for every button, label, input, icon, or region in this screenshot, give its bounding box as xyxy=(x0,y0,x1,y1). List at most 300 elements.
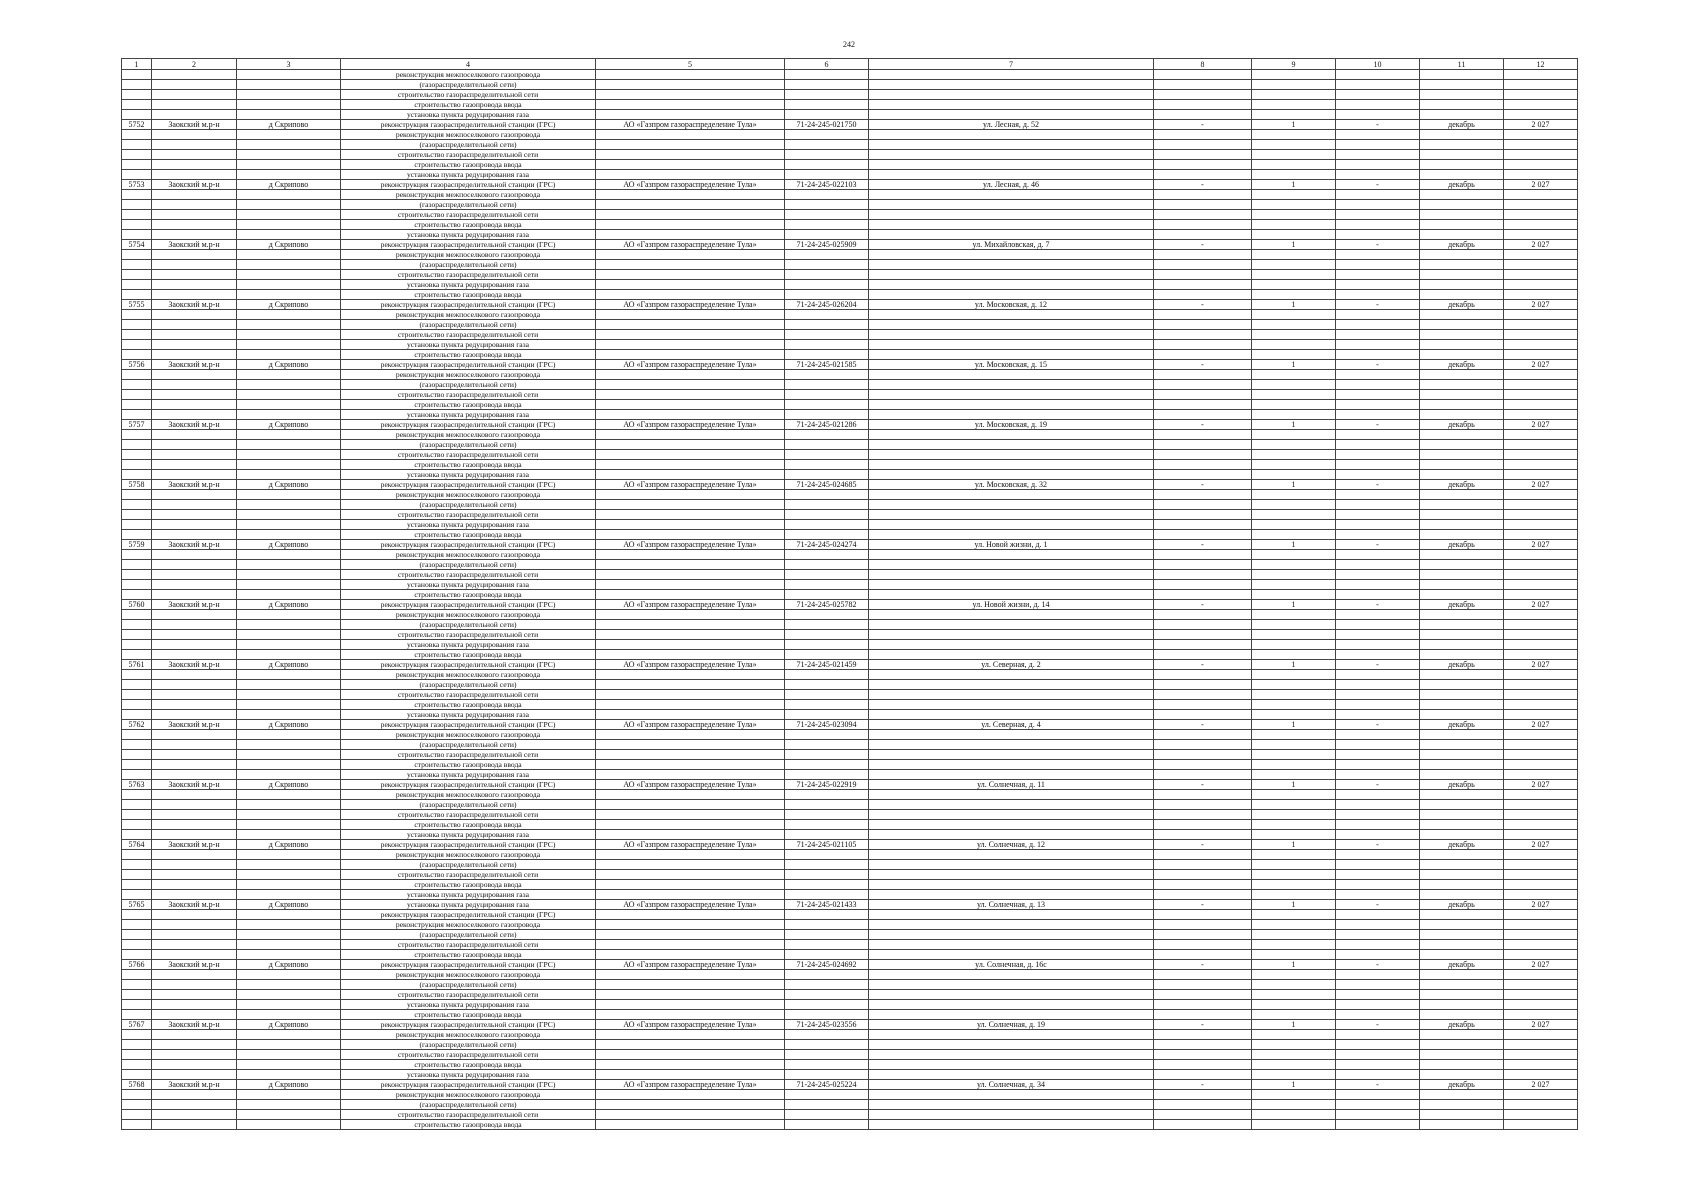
work-cell: установка пункта редуцирования газа xyxy=(341,280,596,290)
empty-cell xyxy=(1154,460,1252,470)
empty-cell xyxy=(1154,80,1252,90)
empty-cell xyxy=(237,680,341,690)
empty-cell xyxy=(152,170,237,180)
owner-cell: АО «Газпром газораспределение Тула» xyxy=(596,540,785,550)
work-cell: строительство газопровода ввода xyxy=(341,760,596,770)
empty-cell xyxy=(1504,970,1578,980)
empty-cell xyxy=(237,630,341,640)
record-number: 5764 xyxy=(122,840,152,850)
empty-cell xyxy=(1420,270,1504,280)
address-cell: ул. Новой жизни, д. 1 xyxy=(869,540,1154,550)
empty-cell xyxy=(1504,440,1578,450)
empty-cell xyxy=(596,490,785,500)
empty-cell xyxy=(1252,770,1336,780)
work-cell: строительство газораспределительной сети xyxy=(341,330,596,340)
empty-cell xyxy=(1252,160,1336,170)
empty-cell xyxy=(237,830,341,840)
empty-cell xyxy=(1504,150,1578,160)
table-body xyxy=(122,59,1578,1130)
locality-cell: д Скрипово xyxy=(237,120,341,130)
empty-cell xyxy=(596,220,785,230)
col9-cell: 1 xyxy=(1252,240,1336,250)
empty-cell xyxy=(1420,1100,1504,1110)
empty-cell xyxy=(1504,850,1578,860)
work-cell: строительство газораспределительной сети xyxy=(341,990,596,1000)
empty-cell xyxy=(785,270,869,280)
empty-cell xyxy=(1252,100,1336,110)
record-subrow xyxy=(122,970,1578,980)
empty-cell xyxy=(869,940,1154,950)
owner-cell: АО «Газпром газораспределение Тула» xyxy=(596,300,785,310)
empty-cell xyxy=(122,940,152,950)
empty-cell xyxy=(122,390,152,400)
empty-cell xyxy=(152,670,237,680)
empty-cell xyxy=(1252,340,1336,350)
cadastral-number: 71-24-245-023556 xyxy=(785,1020,869,1030)
empty-cell xyxy=(869,370,1154,380)
empty-cell xyxy=(1504,710,1578,720)
empty-cell xyxy=(785,260,869,270)
empty-cell xyxy=(869,430,1154,440)
empty-cell xyxy=(1336,650,1420,660)
record-number: 5756 xyxy=(122,360,152,370)
work-cell: строительство газопровода ввода xyxy=(341,880,596,890)
empty-cell xyxy=(869,750,1154,760)
empty-cell xyxy=(785,550,869,560)
empty-cell xyxy=(1154,610,1252,620)
empty-cell xyxy=(869,520,1154,530)
empty-cell xyxy=(1420,870,1504,880)
empty-cell xyxy=(596,110,785,120)
empty-cell xyxy=(1154,190,1252,200)
empty-cell xyxy=(1504,640,1578,650)
empty-cell xyxy=(152,620,237,630)
empty-cell xyxy=(1252,500,1336,510)
empty-cell xyxy=(1420,970,1504,980)
record-subrow xyxy=(122,510,1578,520)
empty-cell xyxy=(1504,750,1578,760)
work-cell: установка пункта редуцирования газа xyxy=(341,1000,596,1010)
work-cell: реконструкция газораспределительной станции (ГРС) xyxy=(341,960,596,970)
empty-cell xyxy=(237,670,341,680)
empty-cell xyxy=(237,1120,341,1130)
empty-cell xyxy=(1504,230,1578,240)
empty-cell xyxy=(1252,1030,1336,1040)
empty-cell xyxy=(1336,550,1420,560)
empty-cell xyxy=(1504,550,1578,560)
empty-cell xyxy=(1420,830,1504,840)
empty-cell xyxy=(1252,890,1336,900)
empty-cell xyxy=(785,820,869,830)
empty-cell xyxy=(1420,400,1504,410)
owner-cell: АО «Газпром газораспределение Тула» xyxy=(596,1080,785,1090)
empty-cell xyxy=(152,1030,237,1040)
empty-cell xyxy=(1336,100,1420,110)
work-cell: (газораспределительной сети) xyxy=(341,500,596,510)
empty-cell xyxy=(1252,1000,1336,1010)
empty-cell xyxy=(152,800,237,810)
work-cell: реконструкция межпоселкового газопровода xyxy=(341,490,596,500)
owner-cell: АО «Газпром газораспределение Тула» xyxy=(596,780,785,790)
empty-cell xyxy=(1154,310,1252,320)
empty-cell xyxy=(1252,1050,1336,1060)
empty-cell xyxy=(122,250,152,260)
record-subrow xyxy=(122,700,1578,710)
empty-cell xyxy=(1504,1120,1578,1130)
empty-cell xyxy=(1154,550,1252,560)
empty-cell xyxy=(1504,700,1578,710)
empty-cell xyxy=(1252,1060,1336,1070)
carryover-row xyxy=(122,90,1578,100)
empty-cell xyxy=(1420,810,1504,820)
empty-cell xyxy=(1336,200,1420,210)
address-cell: ул. Солнечная, д. 16с xyxy=(869,960,1154,970)
record-subrow xyxy=(122,290,1578,300)
empty-cell xyxy=(152,100,237,110)
empty-cell xyxy=(785,190,869,200)
col8-cell: - xyxy=(1154,480,1252,490)
empty-cell xyxy=(1336,1010,1420,1020)
empty-cell xyxy=(785,590,869,600)
locality-cell: д Скрипово xyxy=(237,1080,341,1090)
work-cell: установка пункта редуцирования газа xyxy=(341,170,596,180)
record-number: 5767 xyxy=(122,1020,152,1030)
empty-cell xyxy=(152,750,237,760)
empty-cell xyxy=(122,830,152,840)
empty-cell xyxy=(152,1090,237,1100)
empty-cell xyxy=(1154,160,1252,170)
empty-cell xyxy=(785,440,869,450)
record-subrow xyxy=(122,490,1578,500)
carryover-row xyxy=(122,110,1578,120)
empty-cell xyxy=(869,610,1154,620)
empty-cell xyxy=(237,790,341,800)
owner-cell: АО «Газпром газораспределение Тула» xyxy=(596,180,785,190)
empty-cell xyxy=(122,550,152,560)
record-subrow xyxy=(122,470,1578,480)
empty-cell xyxy=(785,1100,869,1110)
empty-cell xyxy=(122,910,152,920)
work-cell: реконструкция газораспределительной станции (ГРС) xyxy=(341,660,596,670)
empty-cell xyxy=(869,930,1154,940)
empty-cell xyxy=(596,980,785,990)
empty-cell xyxy=(152,520,237,530)
empty-cell xyxy=(785,990,869,1000)
col10-cell: - xyxy=(1336,600,1420,610)
empty-cell xyxy=(785,1090,869,1100)
empty-cell xyxy=(869,490,1154,500)
empty-cell xyxy=(237,970,341,980)
record-subrow xyxy=(122,150,1578,160)
empty-cell xyxy=(869,950,1154,960)
empty-cell xyxy=(152,490,237,500)
empty-cell xyxy=(596,440,785,450)
empty-cell xyxy=(152,790,237,800)
empty-cell xyxy=(1252,550,1336,560)
empty-cell xyxy=(596,990,785,1000)
owner-cell: АО «Газпром газораспределение Тула» xyxy=(596,900,785,910)
empty-cell xyxy=(869,330,1154,340)
empty-cell xyxy=(1420,850,1504,860)
empty-cell xyxy=(152,580,237,590)
month-cell: декабрь xyxy=(1420,900,1504,910)
page-number: 242 xyxy=(843,40,855,49)
empty-cell xyxy=(152,1110,237,1120)
empty-cell xyxy=(152,1050,237,1060)
col8-cell: - xyxy=(1154,120,1252,130)
record-subrow xyxy=(122,950,1578,960)
empty-cell xyxy=(152,320,237,330)
empty-cell xyxy=(1504,570,1578,580)
empty-cell xyxy=(1504,280,1578,290)
empty-cell xyxy=(785,890,869,900)
year-cell: 2 027 xyxy=(1504,1020,1578,1030)
empty-cell xyxy=(237,880,341,890)
empty-cell xyxy=(1420,530,1504,540)
empty-cell xyxy=(237,560,341,570)
empty-cell xyxy=(122,1070,152,1080)
empty-cell xyxy=(1420,680,1504,690)
record-subrow xyxy=(122,130,1578,140)
empty-cell xyxy=(1420,930,1504,940)
empty-cell xyxy=(869,140,1154,150)
empty-cell xyxy=(596,610,785,620)
year-cell: 2 027 xyxy=(1504,720,1578,730)
empty-cell xyxy=(122,400,152,410)
col10-cell: - xyxy=(1336,120,1420,130)
district-cell: Заокский м.р-н xyxy=(152,420,237,430)
empty-cell xyxy=(1252,750,1336,760)
empty-cell xyxy=(1154,680,1252,690)
col9-cell: 1 xyxy=(1252,420,1336,430)
empty-cell xyxy=(1154,880,1252,890)
work-cell: (газораспределительной сети) xyxy=(341,740,596,750)
empty-cell xyxy=(785,850,869,860)
empty-cell xyxy=(152,230,237,240)
empty-cell xyxy=(152,850,237,860)
empty-cell xyxy=(152,160,237,170)
empty-cell xyxy=(785,950,869,960)
empty-cell xyxy=(869,670,1154,680)
empty-cell xyxy=(1154,700,1252,710)
work-cell: реконструкция межпоселкового газопровода xyxy=(341,1030,596,1040)
empty-cell xyxy=(1154,1110,1252,1120)
empty-cell xyxy=(1336,450,1420,460)
empty-cell xyxy=(1420,440,1504,450)
empty-cell xyxy=(1252,990,1336,1000)
empty-cell xyxy=(869,100,1154,110)
record-subrow xyxy=(122,640,1578,650)
cadastral-number: 71-24-245-021433 xyxy=(785,900,869,910)
empty-cell xyxy=(237,530,341,540)
record-subrow xyxy=(122,550,1578,560)
empty-cell xyxy=(237,400,341,410)
empty-cell xyxy=(122,1010,152,1020)
empty-cell xyxy=(596,790,785,800)
empty-cell xyxy=(1154,500,1252,510)
record-subrow xyxy=(122,850,1578,860)
empty-cell xyxy=(122,130,152,140)
col9-cell: 1 xyxy=(1252,480,1336,490)
empty-cell xyxy=(1154,340,1252,350)
month-cell: декабрь xyxy=(1420,300,1504,310)
empty-cell xyxy=(596,1010,785,1020)
empty-cell xyxy=(596,1120,785,1130)
cadastral-number: 71-24-245-021105 xyxy=(785,840,869,850)
empty-cell xyxy=(1154,470,1252,480)
record-number: 5754 xyxy=(122,240,152,250)
empty-cell xyxy=(1504,1040,1578,1050)
empty-cell xyxy=(1504,620,1578,630)
empty-cell xyxy=(869,250,1154,260)
empty-cell xyxy=(152,80,237,90)
empty-cell xyxy=(1504,370,1578,380)
empty-cell xyxy=(785,630,869,640)
empty-cell xyxy=(152,450,237,460)
empty-cell xyxy=(237,580,341,590)
empty-cell xyxy=(869,400,1154,410)
locality-cell: д Скрипово xyxy=(237,780,341,790)
col10-cell: - xyxy=(1336,1020,1420,1030)
empty-cell xyxy=(785,880,869,890)
empty-cell xyxy=(596,590,785,600)
empty-cell xyxy=(869,1090,1154,1100)
address-cell: ул. Московская, д. 32 xyxy=(869,480,1154,490)
empty-cell xyxy=(1504,500,1578,510)
empty-cell xyxy=(1252,680,1336,690)
empty-cell xyxy=(152,890,237,900)
empty-cell xyxy=(237,980,341,990)
empty-cell xyxy=(1154,430,1252,440)
empty-cell xyxy=(869,730,1154,740)
work-cell: строительство газопровода ввода xyxy=(341,160,596,170)
empty-cell xyxy=(1420,310,1504,320)
empty-cell xyxy=(237,520,341,530)
record-subrow xyxy=(122,530,1578,540)
record-subrow xyxy=(122,380,1578,390)
owner-cell: АО «Газпром газораспределение Тула» xyxy=(596,660,785,670)
empty-cell xyxy=(1504,490,1578,500)
empty-cell xyxy=(869,450,1154,460)
empty-cell xyxy=(237,170,341,180)
record-subrow xyxy=(122,1010,1578,1020)
empty-cell xyxy=(152,250,237,260)
empty-cell xyxy=(152,340,237,350)
empty-cell xyxy=(152,400,237,410)
empty-cell xyxy=(1504,1100,1578,1110)
empty-cell xyxy=(237,990,341,1000)
empty-cell xyxy=(1504,730,1578,740)
empty-cell xyxy=(1252,460,1336,470)
empty-cell xyxy=(1252,730,1336,740)
empty-cell xyxy=(869,890,1154,900)
empty-cell xyxy=(1336,1100,1420,1110)
empty-cell xyxy=(1252,510,1336,520)
empty-cell xyxy=(237,230,341,240)
empty-cell xyxy=(1420,1030,1504,1040)
empty-cell xyxy=(869,200,1154,210)
empty-cell xyxy=(596,350,785,360)
column-header: 12 xyxy=(1504,59,1578,70)
empty-cell xyxy=(596,90,785,100)
empty-cell xyxy=(152,610,237,620)
empty-cell xyxy=(1336,910,1420,920)
cadastral-number: 71-24-245-026204 xyxy=(785,300,869,310)
empty-cell xyxy=(785,100,869,110)
empty-cell xyxy=(237,950,341,960)
record-subrow xyxy=(122,460,1578,470)
col10-cell: - xyxy=(1336,840,1420,850)
year-cell: 2 027 xyxy=(1504,360,1578,370)
work-cell: установка пункта редуцирования газа xyxy=(341,640,596,650)
record-number: 5753 xyxy=(122,180,152,190)
empty-cell xyxy=(596,380,785,390)
empty-cell xyxy=(596,310,785,320)
empty-cell xyxy=(785,920,869,930)
empty-cell xyxy=(1252,930,1336,940)
empty-cell xyxy=(152,710,237,720)
empty-cell xyxy=(596,130,785,140)
empty-cell xyxy=(1252,280,1336,290)
empty-cell xyxy=(152,910,237,920)
empty-cell xyxy=(785,150,869,160)
record-row xyxy=(122,840,1578,850)
empty-cell xyxy=(122,650,152,660)
empty-cell xyxy=(785,230,869,240)
empty-cell xyxy=(122,440,152,450)
address-cell: ул. Михайловская, д. 7 xyxy=(869,240,1154,250)
empty-cell xyxy=(1252,790,1336,800)
empty-cell xyxy=(785,650,869,660)
work-cell: установка пункта редуцирования газа xyxy=(341,710,596,720)
empty-cell xyxy=(596,230,785,240)
year-cell: 2 027 xyxy=(1504,480,1578,490)
year-cell: 2 027 xyxy=(1504,900,1578,910)
empty-cell xyxy=(1420,460,1504,470)
empty-cell xyxy=(1420,860,1504,870)
empty-cell xyxy=(152,190,237,200)
empty-cell xyxy=(1154,110,1252,120)
empty-cell xyxy=(1336,890,1420,900)
empty-cell xyxy=(785,940,869,950)
empty-cell xyxy=(1252,110,1336,120)
col10-cell: - xyxy=(1336,420,1420,430)
empty-cell xyxy=(1420,130,1504,140)
work-cell: строительство газораспределительной сети xyxy=(341,510,596,520)
empty-cell xyxy=(596,160,785,170)
empty-cell xyxy=(152,410,237,420)
empty-cell xyxy=(1420,630,1504,640)
empty-cell xyxy=(596,520,785,530)
col10-cell: - xyxy=(1336,360,1420,370)
empty-cell xyxy=(1504,1010,1578,1020)
empty-cell xyxy=(596,650,785,660)
year-cell: 2 027 xyxy=(1504,420,1578,430)
col8-cell: - xyxy=(1154,600,1252,610)
empty-cell xyxy=(237,250,341,260)
empty-cell xyxy=(1154,730,1252,740)
empty-cell xyxy=(152,810,237,820)
record-row xyxy=(122,420,1578,430)
empty-cell xyxy=(1336,230,1420,240)
empty-cell xyxy=(785,730,869,740)
empty-cell xyxy=(122,890,152,900)
empty-cell xyxy=(122,140,152,150)
empty-cell xyxy=(1336,580,1420,590)
empty-cell xyxy=(1504,680,1578,690)
empty-cell xyxy=(596,580,785,590)
record-subrow xyxy=(122,830,1578,840)
